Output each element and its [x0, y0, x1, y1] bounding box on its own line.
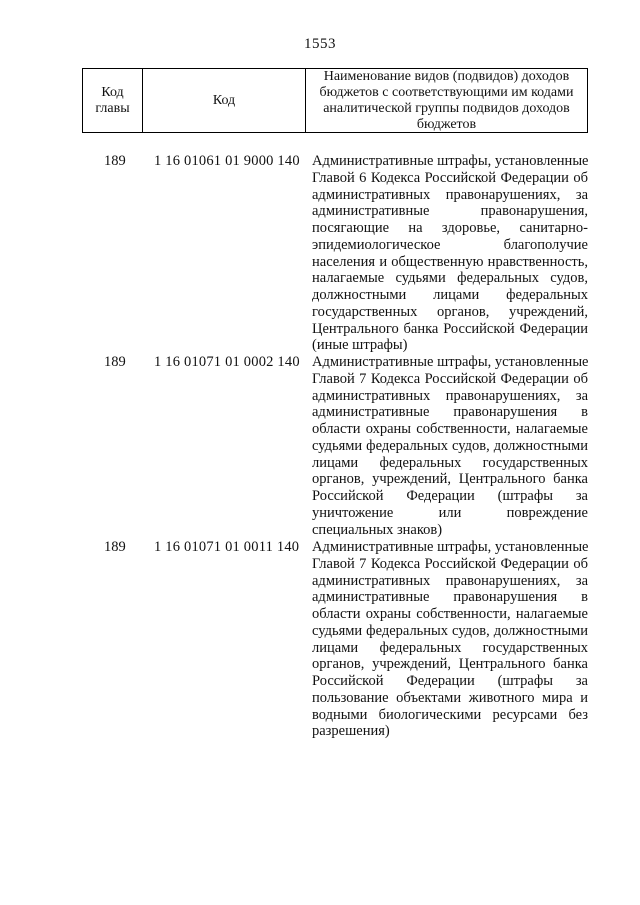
row-name-line: Административные штрафы, установленные: [312, 539, 588, 555]
row-name-line: Главой 7 Кодекса Российской Федерации об: [312, 555, 588, 572]
row-name-line: водными биологическими ресурсами без: [312, 706, 588, 723]
row-name-line: специальных знаков): [312, 521, 443, 538]
row-code: 1 16 01061 01 9000 140: [154, 153, 300, 169]
row-chapter-code: 189: [104, 539, 126, 555]
header-code: Код: [143, 69, 306, 132]
row-name-line: разрешения): [312, 723, 390, 740]
row-name-line: (иные штрафы): [312, 337, 408, 354]
header-chapter-code: [83, 69, 143, 132]
row-name-line: уничтожение или повреждение: [312, 504, 588, 521]
row-name-line: административных правонарушениях, за: [312, 186, 588, 203]
row-name-line: налагаемые судьями федеральных судов,: [312, 270, 588, 287]
row-name-line: административные правонарушения,: [312, 203, 588, 220]
row-name-line: должностными лицами федеральных: [312, 287, 588, 303]
row-name: [312, 354, 588, 538]
row-name-line: административных правонарушениях, за: [312, 387, 588, 404]
row-name-line: органов, учреждений, Центрального банка: [312, 656, 588, 673]
row-name-line: судьями федеральных судов, должностными: [312, 622, 588, 639]
page-number: 1553: [304, 36, 336, 52]
row-name-line: административные правонарушения в: [312, 589, 588, 606]
header-name-line: бюджетов: [416, 116, 477, 132]
header-name-line: аналитической группы подвидов доходов: [323, 100, 570, 116]
row-name-line: Российской Федерации (штрафы за: [312, 673, 588, 689]
row-name-line: посягающие на здоровье, санитарно-: [312, 220, 588, 236]
row-name-line: Центрального банка Российской Федерации: [312, 320, 588, 337]
row-chapter-code: 189: [104, 153, 126, 169]
row-name-line: пользование объектами животного мира и: [312, 689, 588, 706]
row-name-line: Российской Федерации (штрафы за: [312, 488, 588, 504]
row-chapter-code: 189: [104, 354, 126, 370]
row-name-line: эпидемиологическое благополучие: [312, 236, 588, 253]
header-name-line: бюджетов с соответствующими им кодами: [319, 84, 574, 100]
row-name-line: административные правонарушения в: [312, 404, 588, 421]
header-chapter-code-line1: Код: [101, 84, 124, 100]
row-name-line: лицами федеральных государственных: [312, 454, 588, 471]
table-header: [82, 68, 588, 133]
row-name-line: органов, учреждений, Центрального банка: [312, 471, 588, 488]
row-name: [312, 539, 588, 740]
row-name-line: судьями федеральных судов, должностными: [312, 437, 588, 454]
row-name-line: населения и общественную нравственность,: [312, 253, 588, 270]
row-name-line: государственных органов, учреждений,: [312, 303, 588, 320]
row-name-line: Главой 7 Кодекса Российской Федерации об: [312, 370, 588, 387]
row-name-line: Административные штрафы, установленные: [312, 153, 588, 169]
row-name: [312, 153, 588, 354]
header-chapter-code-line2: главы: [95, 100, 130, 116]
row-name-line: области охраны собственности, налагаемые: [312, 606, 588, 622]
row-name-line: административных правонарушениях, за: [312, 572, 588, 589]
row-name-line: Административные штрафы, установленные: [312, 354, 588, 370]
row-name-line: лицами федеральных государственных: [312, 639, 588, 656]
row-name-line: области охраны собственности, налагаемые: [312, 421, 588, 437]
row-name-line: Главой 6 Кодекса Российской Федерации об: [312, 169, 588, 186]
row-code: 1 16 01071 01 0002 140: [154, 354, 300, 370]
header-name: [306, 69, 587, 132]
header-name-line: Наименование видов (подвидов) доходов: [323, 68, 570, 84]
row-code: 1 16 01071 01 0011 140: [154, 539, 300, 555]
